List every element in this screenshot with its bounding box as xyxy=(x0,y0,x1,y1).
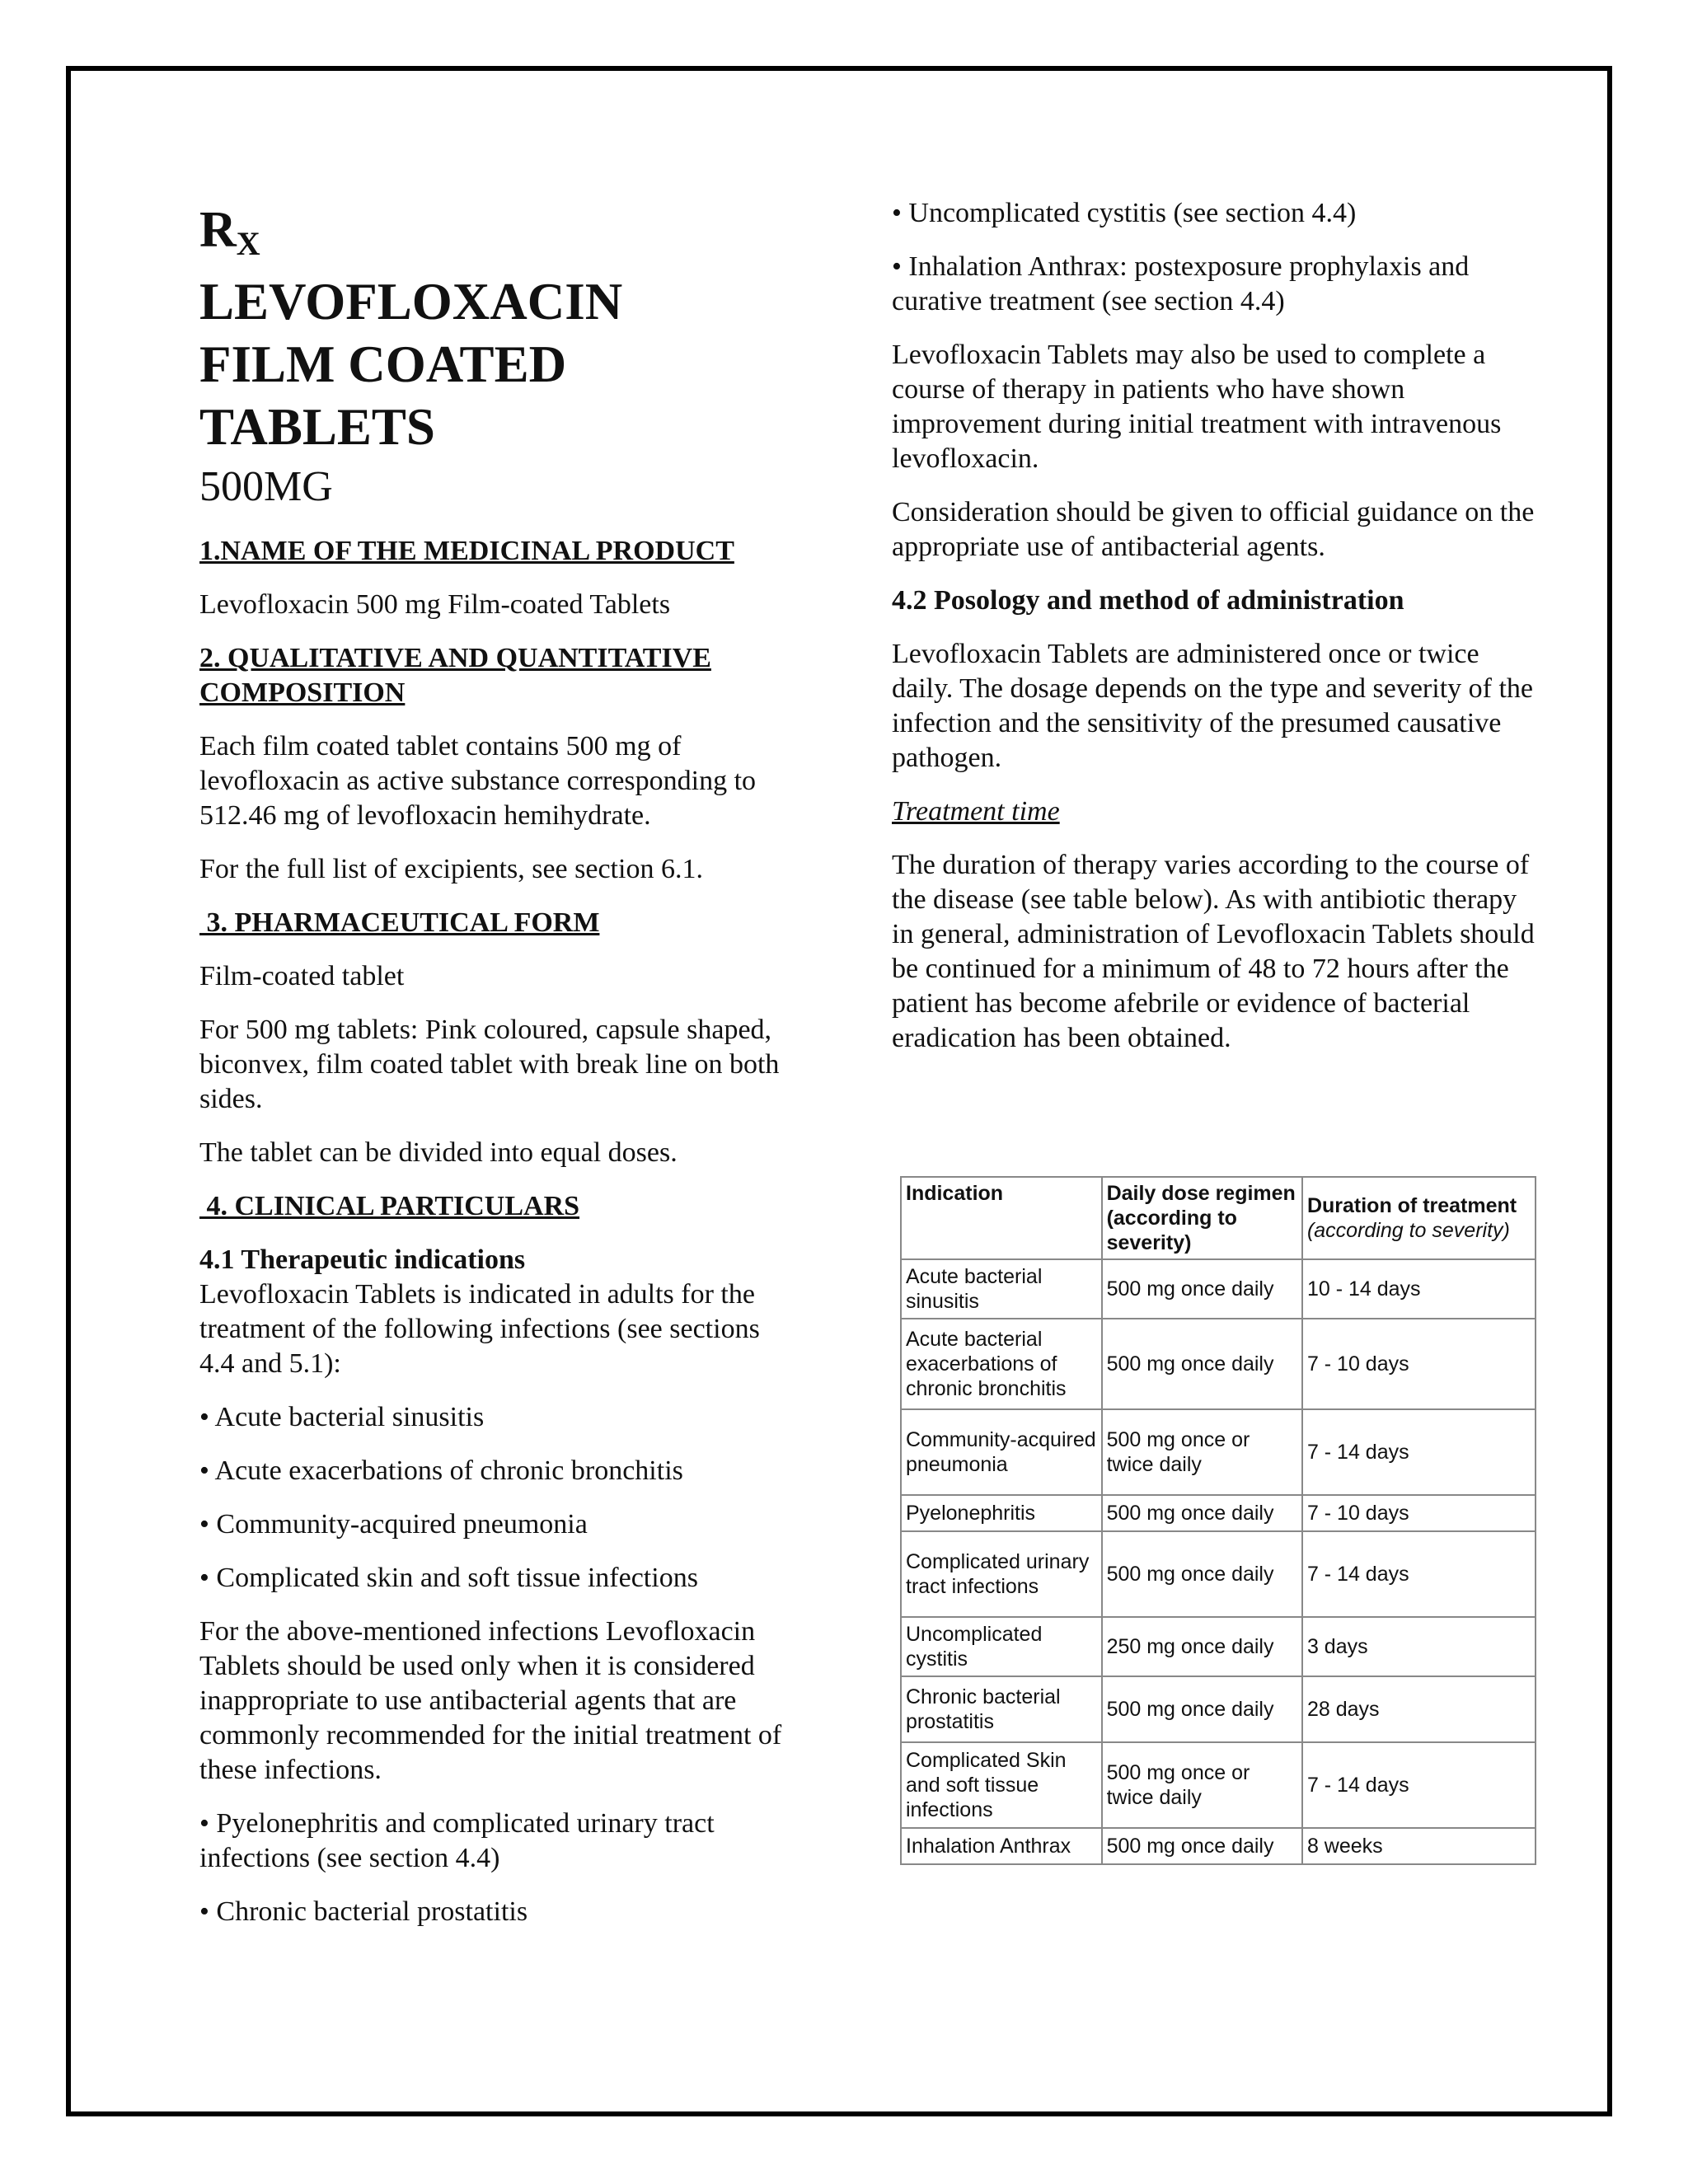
treatment-time-label: Treatment time xyxy=(892,796,1060,827)
table-cell-duration: 8 weeks xyxy=(1302,1828,1536,1864)
table-row xyxy=(901,1617,1536,1676)
table-cell-regimen: 500 mg once or twice daily xyxy=(1102,1742,1302,1828)
table-cell-indication: Community-acquired pneumonia xyxy=(901,1409,1102,1495)
table-body xyxy=(901,1259,1536,1864)
table-cell-regimen: 500 mg once daily xyxy=(1102,1259,1302,1319)
section-3-heading: 3. PHARMACEUTICAL FORM xyxy=(199,907,600,938)
rx-main: R xyxy=(199,202,237,258)
table-cell-duration: 10 - 14 days xyxy=(1302,1259,1536,1319)
table-cell-indication: Uncomplicated cystitis xyxy=(901,1617,1102,1676)
indication-bullet: • Complicated skin and soft tissue infections xyxy=(199,1563,698,1593)
header-regimen: Daily dose regimen (according to severity) xyxy=(1102,1177,1302,1259)
table-cell-regimen: 500 mg once or twice daily xyxy=(1102,1409,1302,1495)
indication-bullet: • Inhalation Anthrax: postexposure prophylaxis and curative treatment (see section 4.4) xyxy=(892,251,1470,316)
table-header-row xyxy=(901,1177,1536,1259)
table-cell-indication: Acute bacterial exacerbations of chronic bronchitis xyxy=(901,1319,1102,1409)
table-cell-regimen: 500 mg once daily xyxy=(1102,1676,1302,1742)
table-row xyxy=(901,1495,1536,1531)
table-cell-indication: Complicated urinary tract infections xyxy=(901,1531,1102,1617)
table-row xyxy=(901,1319,1536,1409)
section-3-text-2: For 500 mg tablets: Pink coloured, capsule shaped, biconvex, film coated tablet with break line on both sides. xyxy=(199,1015,780,1114)
table-row xyxy=(901,1531,1536,1617)
indication-bullet: • Acute bacterial sinusitis xyxy=(199,1402,485,1432)
header-indication: Indication xyxy=(901,1177,1102,1259)
table-cell-duration: 3 days xyxy=(1302,1617,1536,1676)
right-column xyxy=(892,196,1543,1075)
header-duration-bold: Duration of treatment xyxy=(1306,1194,1517,1217)
section-1-heading: 1.NAME OF THE MEDICINAL PRODUCT xyxy=(199,536,734,566)
indication-bullet: • Acute exacerbations of chronic bronchitis xyxy=(199,1455,683,1486)
table-cell-indication: Chronic bacterial prostatitis xyxy=(901,1676,1102,1742)
indication-bullet: • Pyelonephritis and complicated urinary tract infections (see section 4.4) xyxy=(199,1808,715,1873)
table-cell-duration: 7 - 10 days xyxy=(1302,1495,1536,1531)
table-row xyxy=(901,1259,1536,1319)
table-cell-regimen: 250 mg once daily xyxy=(1102,1617,1302,1676)
table-cell-regimen: 500 mg once daily xyxy=(1102,1319,1302,1409)
product-title-line-2: FILM COATED xyxy=(199,335,567,393)
table-cell-regimen: 500 mg once daily xyxy=(1102,1531,1302,1617)
table-cell-indication: Acute bacterial sinusitis xyxy=(901,1259,1102,1319)
table-cell-duration: 7 - 14 days xyxy=(1302,1409,1536,1495)
duration-text: The duration of therapy varies according to the course of the disease (see table below). As with antibiotic therapy in general, administration of Levofloxacin Tablets should be continued for a minimum of 48 to 72 hours after the patient has become afebrile or evidence of bacterial eradication has been obtained. xyxy=(892,850,1535,1053)
section-4-1-heading: 4.1 Therapeutic indications xyxy=(199,1244,526,1275)
product-strength: 500MG xyxy=(199,463,333,510)
rx-symbol xyxy=(199,204,801,260)
indication-bullet: • Uncomplicated cystitis (see section 4.4) xyxy=(892,198,1357,228)
product-title-line-3: TABLETS xyxy=(199,398,435,456)
section-4-2-heading: 4.2 Posology and method of administration xyxy=(892,585,1404,616)
section-2-text-2: For the full list of excipients, see section 6.1. xyxy=(199,854,703,884)
section-2-heading: 2. QUALITATIVE AND QUANTITATIVE COMPOSITION xyxy=(199,643,711,708)
indication-bullet: • Community-acquired pneumonia xyxy=(199,1509,588,1540)
table-cell-indication: Complicated Skin and soft tissue infections xyxy=(901,1742,1102,1828)
table-cell-duration: 28 days xyxy=(1302,1676,1536,1742)
table-cell-duration: 7 - 10 days xyxy=(1302,1319,1536,1409)
restriction-text: For the above-mentioned infections Levofloxacin Tablets should be used only when it is considered inappropriate to use antibacterial agents that are commonly recommended for the initial treatment of these infections. xyxy=(199,1616,782,1785)
posology-text: Levofloxacin Tablets are administered once or twice daily. The dosage depends on the type and severity of the infection and the sensitivity of the presumed causative pathogen. xyxy=(892,639,1533,773)
section-2-text-1: Each film coated tablet contains 500 mg of levofloxacin as active substance corresponding to 512.46 mg of levofloxacin hemihydrate. xyxy=(199,731,757,831)
table-row xyxy=(901,1742,1536,1828)
rx-sub: X xyxy=(236,225,260,262)
header-duration xyxy=(1302,1177,1536,1259)
table-row xyxy=(901,1676,1536,1742)
section-4-1-intro: Levofloxacin Tablets is indicated in adults for the treatment of the following infections (see sections 4.4 and 5.1): xyxy=(199,1279,760,1379)
guidance-text: Consideration should be given to official guidance on the appropriate use of antibacterial agents. xyxy=(892,497,1535,562)
table-cell-regimen: 500 mg once daily xyxy=(1102,1828,1302,1864)
header-duration-italic: (according to severity) xyxy=(1306,1219,1510,1242)
dose-table xyxy=(900,1176,1536,1865)
table-cell-duration: 7 - 14 days xyxy=(1302,1531,1536,1617)
table-cell-regimen: 500 mg once daily xyxy=(1102,1495,1302,1531)
product-title-line-1: LEVOFLOXACIN xyxy=(199,273,623,330)
table-row xyxy=(901,1409,1536,1495)
section-3-text-3: The tablet can be divided into equal doses. xyxy=(199,1137,678,1168)
section-4-heading: 4. CLINICAL PARTICULARS xyxy=(199,1191,580,1221)
table-cell-duration: 7 - 14 days xyxy=(1302,1742,1536,1828)
left-column xyxy=(199,198,801,1948)
table-cell-indication: Inhalation Anthrax xyxy=(901,1828,1102,1864)
complete-course-text: Levofloxacin Tablets may also be used to complete a course of therapy in patients who have shown improvement during initial treatment with intravenous levofloxacin. xyxy=(892,340,1502,474)
indication-bullet: • Chronic bacterial prostatitis xyxy=(199,1896,528,1927)
section-1-text: Levofloxacin 500 mg Film-coated Tablets xyxy=(199,589,671,620)
table-cell-indication: Pyelonephritis xyxy=(901,1495,1102,1531)
table-row xyxy=(901,1828,1536,1864)
section-3-text-1: Film-coated tablet xyxy=(199,961,405,991)
